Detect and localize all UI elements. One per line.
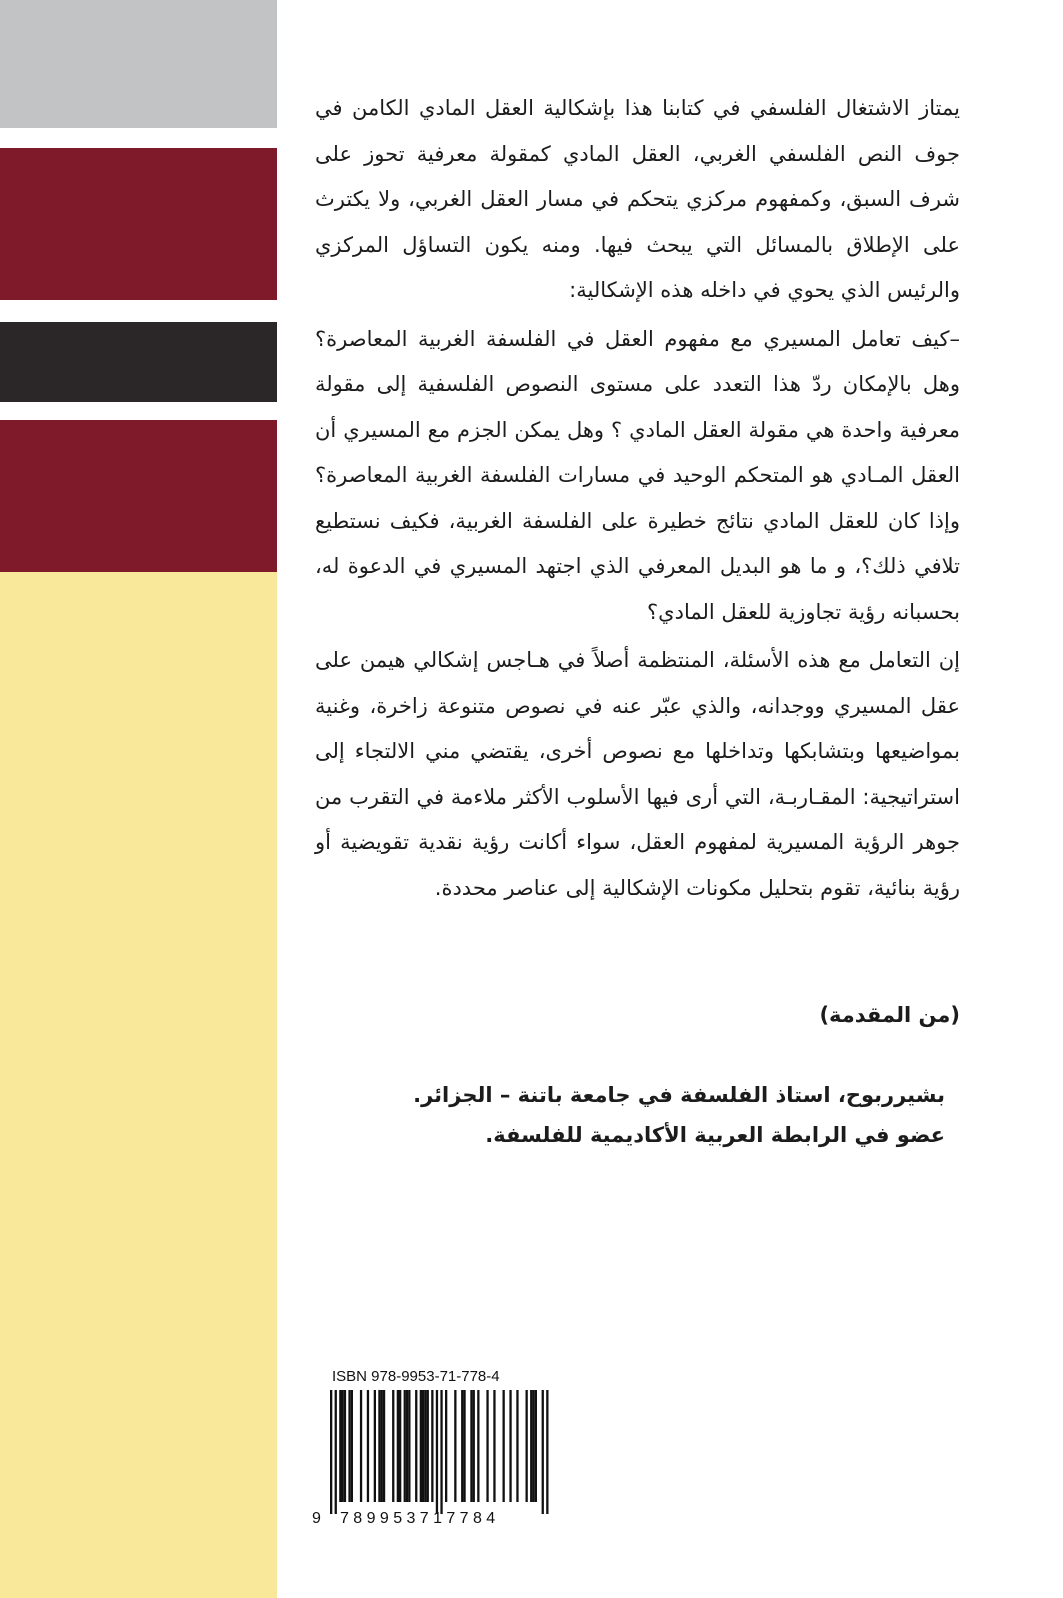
blurb-text [315, 86, 960, 914]
barcode-bar [473, 1390, 475, 1502]
barcode-bar [445, 1390, 447, 1502]
barcode-bar [367, 1390, 369, 1502]
barcode-bar [408, 1390, 410, 1502]
barcode-bar [383, 1390, 385, 1502]
red-band-top [0, 148, 277, 300]
barcode-bar [461, 1390, 463, 1502]
barcode-bar [406, 1390, 408, 1502]
barcode-bar [532, 1390, 534, 1502]
barcode-bar [542, 1390, 544, 1514]
author-bio-line-2: عضو في الرابطة العربية الأكاديمية للفلسفة. [485, 1123, 945, 1147]
barcode-bar [335, 1390, 337, 1514]
barcode-bar [399, 1390, 401, 1502]
barcode-bar [503, 1390, 505, 1502]
barcode-bar [493, 1390, 495, 1502]
barcode-bar [374, 1390, 376, 1502]
barcode-bar [422, 1390, 424, 1502]
barcode-bar [486, 1390, 488, 1502]
barcode-bar [330, 1390, 332, 1514]
barcode-bar [516, 1390, 518, 1502]
barcode-bar [535, 1390, 537, 1502]
barcode-bar [440, 1390, 442, 1514]
barcode-bar [436, 1390, 438, 1514]
barcode-first-digit: 9 [312, 1510, 321, 1527]
black-band [0, 322, 277, 402]
barcode-bar [342, 1390, 344, 1502]
author-bio-line-1: بشيرربوح، استاذ الفلسفة في جامعة باتنة – الجزائر. [413, 1083, 945, 1107]
barcode-bar [530, 1390, 532, 1502]
red-band-bottom [0, 420, 277, 572]
gray-band [0, 0, 277, 128]
blurb-paragraph-2: –كيف تعامل المسيري مع مفهوم العقل في الفلسفة الغربية المعاصرة؟ وهل بالإمكان ردّ هذا التعدد على مستوى النصوص الفلسفية إلى مقولة معرفية واحدة هي مقولة العقل المادي ؟ وهل يمكن الجزم مع المسيري أن العقل المـادي هو المتحكم الوحيد في مسارات الفلسفة الغربية المعاصرة؟ وإذا كان للعقل المادي نتائج خطيرة على الفلسفة الغربية، فكيف نستطيع تلافي ذلك؟، و ما هو البديل المعرفي الذي اجتهد المسيري في الدعوة له، بحسبانه رؤية تجاوزية للعقل المادي؟ [315, 326, 960, 624]
barcode-bar [431, 1390, 433, 1502]
barcode-bar [470, 1390, 472, 1502]
isbn-label: ISBN 978-9953-71-778-4 [332, 1368, 500, 1385]
barcode-bars [330, 1390, 552, 1514]
barcode-bar [420, 1390, 422, 1502]
barcode-bar [427, 1390, 429, 1502]
barcode-bar [463, 1390, 465, 1502]
barcode-bar [454, 1390, 456, 1502]
barcode-bar [344, 1390, 346, 1502]
barcode-bar [360, 1390, 362, 1502]
barcode-bar [424, 1390, 426, 1502]
blurb-paragraph-1: يمتاز الاشتغال الفلسفي في كتابنا هذا بإشكالية العقل المادي الكامن في جوف النص الفلسفي الغربي، العقل المادي كمقولة معرفية تحوز على شرف السبق، وكمفهوم مركزي يتحكم في مسار العقل الغربي، ولا يكترث على الإطلاق بالمسائل التي يبحث فيها. ومنه يكون التساؤل المركزي والرئيس الذي يحوي في داخله هذه الإشكالية: [315, 96, 960, 302]
barcode-bar [526, 1390, 528, 1502]
barcode-bar [392, 1390, 394, 1502]
barcode-bar [378, 1390, 380, 1502]
barcode-bar [351, 1390, 353, 1502]
barcode-digits: 789953717784 [340, 1510, 500, 1527]
barcode-bar [509, 1390, 511, 1502]
blurb-paragraph-3: إن التعامل مع هذه الأسئلة، المنتظمة أصلاً في هـاجس إشكالي هيمن على عقل المسيري ووجدانه، والذي عبّر عنه في نصوص متنوعة زاخرة، وغنية بمواضيعها وبتشابكها وتداخلها مع نصوص أخرى، يقتضي مني الالتجاء إلى استراتيجية: المقـاربـة، التي أرى فيها الأسلوب الأكثر ملاءمة في التقرب من جوهر الرؤية المسيرية لمفهوم العقل، سواء أكانت رؤية نقدية تقويضية أو رؤية بنائية، تقوم بتحليل مكونات الإشكالية إلى عناصر محددة. [315, 648, 960, 900]
barcode-bar [546, 1390, 548, 1514]
barcode-bar [415, 1390, 417, 1502]
barcode-bar [381, 1390, 383, 1502]
source-note: (من المقدمة) [819, 1003, 960, 1027]
barcode-bar [397, 1390, 399, 1502]
author-bio [315, 1075, 945, 1155]
barcode-bar [339, 1390, 341, 1502]
barcode-bar [348, 1390, 350, 1502]
yellow-band [0, 572, 277, 1598]
barcode-bar [477, 1390, 479, 1502]
barcode [312, 1368, 562, 1528]
barcode-bar [404, 1390, 406, 1502]
